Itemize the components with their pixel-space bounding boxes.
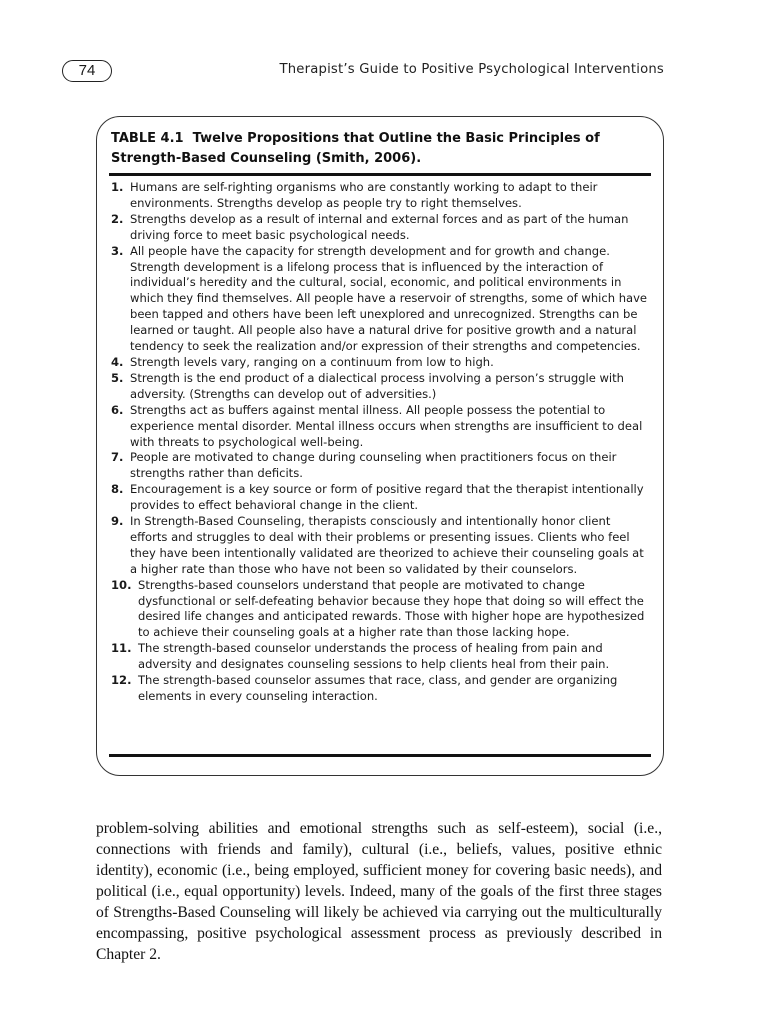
proposition-number: 3. [111,243,124,258]
table-caption-text: Twelve Propositions that Outline the Basic Principles of Strength-Based Counseling (Smith, 2006). [111,131,600,166]
proposition-text: Encouragement is a key source or form of positive regard that the therapist intentionally provides to effect behavioral change in the client. [130,482,644,513]
proposition-number: 5. [111,370,124,385]
proposition-item [111,403,651,451]
proposition-text: People are motivated to change during counseling when practitioners focus on their strengths rather than deficits. [130,450,617,481]
proposition-number: 4. [111,354,124,369]
proposition-text: The strength-based counselor assumes that race, class, and gender are organizing elements in every counseling interaction. [138,673,618,703]
table-caption [111,129,651,169]
proposition-item [111,578,651,642]
proposition-number: 12. [111,673,132,688]
proposition-number: 1. [111,180,124,194]
propositions-list [111,180,651,705]
proposition-item [111,482,651,514]
proposition-text: Strength levels vary, ranging on a continuum from low to high. [130,354,494,369]
proposition-item [111,244,651,355]
proposition-item [111,355,651,371]
proposition-text: Strengths act as buffers against mental illness. All people possess the potential to experience mental disorder. Mental illness occurs when strengths are insufficient to deal with threats to psychological well-being. [130,402,643,449]
proposition-item [111,180,651,212]
proposition-item [111,514,651,578]
body-paragraph: problem-solving abilities and emotional strengths such as self-esteem), social (i.e., connections with friends and family), cultural (i.e., beliefs, values, positive ethnic identity), economic (i.e., being employed, sufficient money for covering basic needs), and political (i.e., equal opportunity) levels. Indeed, many of the goals of the first three stages of Strengths-Based Counseling will likely be achieved via carrying out the multiculturally encompassing, positive psychological assessment process as previously described in Chapter 2. [96,820,662,963]
table-box [96,116,664,776]
proposition-number: 7. [111,450,124,465]
proposition-item [111,450,651,482]
proposition-text: Strengths-based counselors understand that people are motivated to change dysfunctional or self-defeating behavior because they hope that doing so will effect the desired life changes and anticipated rewards. Those with higher hope are hypothesized to achieve their counseling goals at a higher rate than those lacking hope. [138,577,645,640]
proposition-text: Humans are self-righting organisms who are constantly working to adapt to their environments. Strengths develop as people try to right themselves. [130,180,598,210]
table-bottom-rule [109,754,651,757]
proposition-text: In Strength-Based Counseling, therapists consciously and intentionally honor client efforts and struggles to deal with their problems or presenting issues. Clients who feel they have been intentionally validated are theorized to achieve their counseling goals at a higher rate than those who have not been so validated by their counselors. [130,514,644,576]
proposition-number: 2. [111,211,124,226]
proposition-text: Strengths develop as a result of internal and external forces and as part of the human driving force to meet basic psychological needs. [130,211,629,242]
proposition-item [111,673,651,705]
table-top-rule [109,173,651,176]
page-number: 74 [62,60,112,82]
page-header [62,60,664,84]
proposition-item [111,212,651,244]
proposition-text: The strength-based counselor understands the process of healing from pain and adversity and designates counseling sessions to help clients heal from their pain. [138,641,610,672]
proposition-number: 11. [111,641,132,656]
proposition-number: 6. [111,402,124,417]
proposition-item [111,641,651,673]
proposition-number: 9. [111,514,124,529]
proposition-text: Strength is the end product of a dialectical process involving a person’s struggle with adversity. (Strengths can develop out of adversities.) [130,370,624,401]
proposition-number: 8. [111,482,124,497]
running-title: Therapist’s Guide to Positive Psychological Interventions [279,62,664,77]
proposition-item [111,371,651,403]
proposition-text: All people have the capacity for strength development and for growth and change. Strength development is a lifelong process that is influenced by the interaction of individual’s heredity and the cultural, social, economic, and political environments in which they find themselves. All people have a reservoir of strengths, some of which have been tapped and others have been left unexplored and unrecognized. Strengths can be learned or taught. All people also have a natural drive for positive growth and a natural tendency to seek the realization and/or expression of their strengths and competencies. [130,243,648,354]
table-label: TABLE 4.1 [111,131,184,146]
proposition-number: 10. [111,577,132,592]
